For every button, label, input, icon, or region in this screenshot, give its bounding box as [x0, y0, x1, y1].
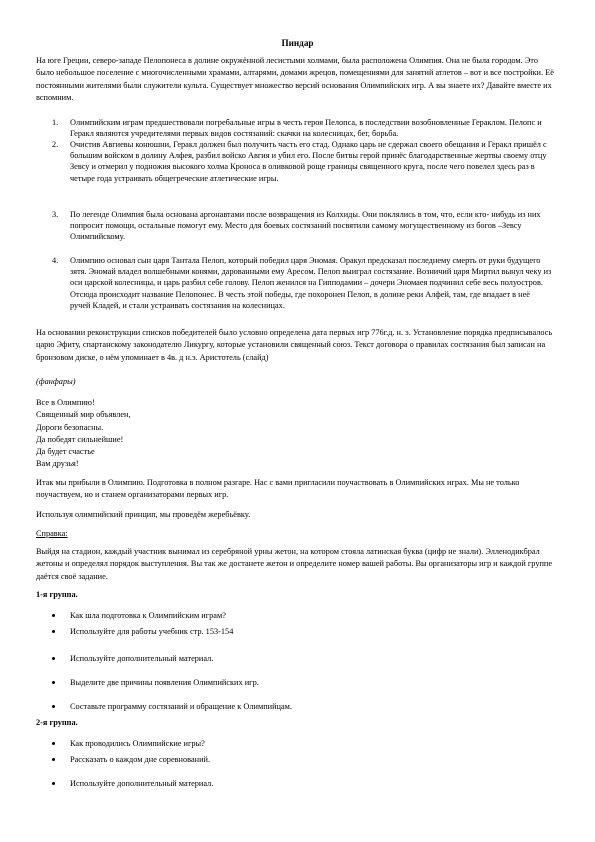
bullet-icon: [52, 657, 55, 660]
arrival-paragraph: Итак мы прибыли в Олимпию. Подготовка в полном разгаре. Нас с вами пригласили поучаствовать в Олимпийских играх. Мы не только поучаствуем, но и станем организаторами первых игр.: [36, 478, 520, 500]
reconstruction-paragraph: На основании реконструкции списков победителей было условно определена дата первых игр 776г.д. н. э. Установление порядка предписывалось царю Эфиту, спартанскому законодателю Ликургу, которые установили священный союз. Текст договора о правилах состязания был записан на бронзовом диске, о нём упоминает в 4в. д н.э. Аристотель (слайд): [36, 328, 553, 362]
poem-line: Священный мир объявлен,: [36, 410, 131, 420]
bullet-icon: [52, 614, 55, 617]
group2-tasks: [52, 738, 552, 794]
intro-paragraph: На юге Греции, северо-западе Пелопонеса в долине окружённой лесистыми холмами, была расположена Олимпия. Она не была городом. Это было небольшое поселение с многочисленными храмами, алтарями, домами жрецов, помещениями для занятий атлетов – вот и все постройки. Её постоянными жителями были служители культа. Существует множество версий основания Олимпийских игр. А вы знаете их? Давайте вместе их вспомним.: [36, 56, 554, 103]
list-item: [52, 626, 552, 653]
list-item: [52, 255, 552, 325]
list-item-text: Рассказать о каждом дне соревнований.: [70, 755, 211, 764]
reference-paragraph: Выйдя на стадион, каждый участник вынимал из серебряной урны жетон, на котором стояла латинская буква (цифр не знали). Элленодикбрал жетоны и определял порядок выступления. Вы так же достанете жетон и определите номер вашей работы. Вы организаторы игр и каждой группе даётся своё задание.: [36, 547, 553, 581]
list-item: [52, 778, 552, 794]
list-item-text: Очистив Авгиевы конюшни, Геракл должен был получить часть его стад. Однако царь не сдержал своего обещания и Геракл пришёл с большим войском в долину Алфея, разбил войско Авгия и убил его. После битвы герой принёс благодарственные жертвы своему отцу Зевсу и отмерил у подножия высокого холма Кроноса в оливковой роще границы священного круга, после чего повелел здесь раз в четыре года устраивать общегреческие атлетические игры.: [70, 140, 547, 183]
poem-line: Вам друзья!: [36, 459, 79, 469]
list-number: 4.: [52, 256, 59, 265]
versions-list: [52, 117, 552, 325]
bullet-icon: [52, 742, 55, 745]
principle-paragraph: Используя олимпийский принцип, мы проведём жеребьёвку.: [36, 510, 251, 519]
list-item-text: По легенде Олимпия была основана аргонавтами после возвращения из Колхиды. Они поклялись в том, что, если кто- нибудь из них попросит помощи, остальные помогут ему. Место для боевых состязаний посвятили самому могущественному из богов –Зевсу Олимпийскому.: [70, 210, 541, 242]
bullet-icon: [52, 782, 55, 785]
list-item-text: Выделите две причины появления Олимпийских игр.: [70, 678, 259, 687]
list-item: [52, 653, 552, 677]
list-number: 2.: [52, 140, 59, 149]
group1-heading: 1-я группа.: [36, 590, 78, 599]
page-title: Пиндар: [281, 38, 314, 48]
bullet-icon: [52, 681, 55, 684]
poem-line: Все в Олимпию!: [36, 398, 95, 407]
list-item-text: Используйте для работы учебник стр. 153-154: [70, 627, 234, 636]
list-item: [52, 701, 552, 717]
list-item: [52, 610, 552, 626]
group2-heading: 2-я группа.: [36, 718, 78, 727]
list-item: [52, 117, 552, 139]
list-item-text: Олимпийским играм предшествовали погребальные игры в честь героя Пелопса, в последствии возобновленные Гераклом. Пелопс и Геракл являются учредителями первых видов состязаний: скачки на колесницах, бег, борьба.: [70, 118, 542, 139]
bullet-icon: [52, 630, 55, 633]
list-item: [52, 209, 552, 255]
bullet-icon: [52, 705, 55, 708]
bullet-icon: [52, 758, 55, 761]
reference-label: Справка:: [36, 529, 68, 538]
list-number: 1.: [52, 118, 59, 127]
group1-tasks: [52, 610, 552, 717]
poem-line: Да победят сильнейшие!: [36, 434, 124, 444]
list-item-text: Как проводились Олимпийские игры?: [70, 739, 205, 748]
poem: [36, 397, 556, 471]
list-number: 3.: [52, 210, 59, 219]
list-item: [52, 677, 552, 701]
list-item-text: Используйте дополнительный материал.: [70, 654, 214, 663]
list-item-text: Олимпию основал сын царя Тантала Пелоп, который победил царя Эномая. Оракул предсказал последнему смерть от руки будущего зятя. Эномай владел волшебными конями, дарованными ему Аресом. Пелоп выиграл состязание. Возничий царя Миртил вынул чеку из оси царской колесницы, и царь разбил себе голову. Пелоп женился на Гипподамии – дочери Эномаея подчинил себе весь полуостров. Отсюда происходит название Пелопонес. В честь этой победы, где похоронен Пелоп, в долине реки Алфей, там, где впадает в неё ручей Кладей, и стали устраивать состязания на колесницах.: [70, 256, 552, 310]
list-item-text: Используйте дополнительный материал.: [70, 779, 214, 788]
poem-line: Дороги безопасны.: [36, 422, 104, 432]
list-item: [52, 738, 552, 754]
list-item: [52, 139, 552, 209]
list-item-text: Как шла подготовка к Олимпийским играм?: [70, 611, 226, 620]
fanfare-note: (фанфары): [36, 377, 76, 386]
list-item: [52, 754, 552, 778]
poem-line: Да будет счастье: [36, 447, 95, 457]
list-item-text: Составьте программу состязаний и обращение к Олимпийцам.: [70, 702, 292, 711]
